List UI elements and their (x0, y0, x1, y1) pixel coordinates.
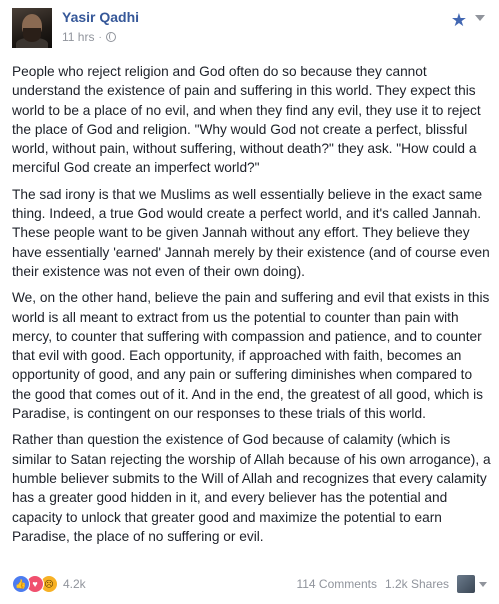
post-paragraph: We, on the other hand, believe the pain and suffering and evil that exists in this world is all meant to extract from us the potential to counter than pain with mercy, to counter that suffering with compassion and patience, and to counter that evil with good. Each opportunity, if approached with faith, becomes an opportunity of good, and any pain or suffering diminishes when compared to the good that comes out of it. And in the end, the greatest of all good, which is Paradise, is contingent on our responses to these trials of this world. (12, 290, 490, 422)
shares-count-link[interactable]: 1.2k Shares (384, 577, 449, 591)
meta-separator: · (98, 31, 102, 43)
post-paragraph: Rather than question the existence of God because of calamity (which is similar to Satan rejecting the worship of Allah because of his own arrogance), a humble believer submits to the Will of Allah and recognizes that every calamity has a greater good hidden in it, and every believer has the potential and capacity to unlock that greater good and maximize the potential to earn Paradise, the place of no suffering or evil. (12, 432, 491, 544)
post-paragraph: People who reject religion and God often do so because they cannot understand the existence of pain and suffering in this world. They expect this world to be a place of no evil, and when they find any evil, they use it to reject the place of God and religion. "Why would God not create a perfect, blissful world, without pain, without suffering, without death?" they ask. "How could a merciful God create an imperfect world?" (12, 64, 481, 176)
sad-reaction-icon: ☹ (40, 575, 58, 593)
chevron-down-icon[interactable] (475, 15, 485, 21)
author-avatar[interactable] (12, 8, 52, 48)
post-paragraph: The sad irony is that we Muslims as well essentially believe in the exact same thing. Indeed, a true God would create a perfect world, and it's called Jannah. These people want to be given Jannah without any effort. They believe they have essentially 'earned' Jannah merely by their existence (and of course even their existence was not even of their own doing). (12, 186, 490, 279)
viewer-avatar[interactable] (457, 575, 475, 593)
author-name[interactable]: Yasir Qadhi (62, 9, 140, 25)
reaction-count: 4.2k (63, 577, 86, 591)
post-footer (12, 572, 487, 596)
comments-count-link[interactable]: 114 Comments (296, 577, 377, 591)
post-body (12, 62, 492, 553)
love-reaction-icon: ♥ (26, 575, 44, 593)
post-timestamp[interactable]: 11 hrs (62, 30, 95, 44)
chevron-down-icon[interactable] (479, 582, 487, 587)
star-icon[interactable]: ★ (450, 10, 467, 30)
globe-icon[interactable] (106, 32, 116, 42)
post-header (12, 8, 487, 56)
reaction-summary[interactable] (12, 575, 86, 593)
post-meta (62, 30, 116, 44)
like-reaction-icon: 👍 (12, 575, 30, 593)
